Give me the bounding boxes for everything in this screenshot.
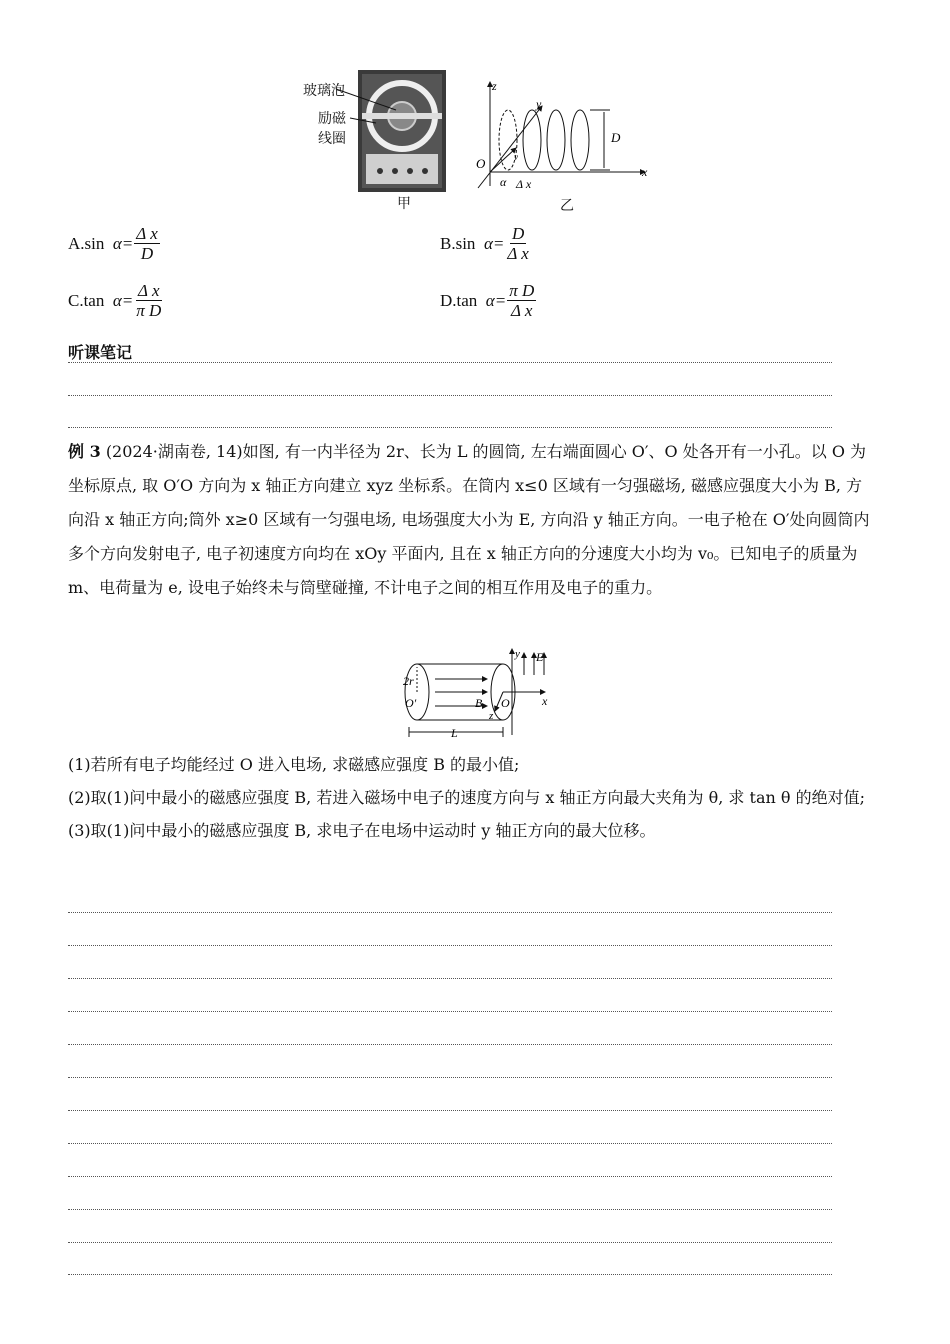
label-x: x xyxy=(642,165,648,179)
option-d-fraction xyxy=(507,281,536,320)
label-z: z xyxy=(489,710,494,722)
option-c[interactable] xyxy=(68,281,163,320)
velocity-arrow xyxy=(490,148,516,172)
figure-apparatus xyxy=(300,68,450,218)
answer-line[interactable] xyxy=(68,1011,832,1012)
option-b[interactable] xyxy=(440,224,531,263)
question-2: (2)取(1)问中最小的磁感应强度 B, 若进入磁场中电子的速度方向与 x 轴正方向最大夹角为 θ, 求 tan θ 的绝对值; xyxy=(68,788,865,807)
option-d-label: D.tan xyxy=(440,290,478,310)
example-tag: 例 3 xyxy=(68,442,101,461)
label-e: E xyxy=(536,650,544,664)
option-d-var: α= xyxy=(485,290,507,310)
option-d[interactable] xyxy=(440,281,536,320)
notes-line[interactable] xyxy=(68,427,832,428)
option-b-fraction xyxy=(505,224,530,263)
option-a[interactable] xyxy=(68,224,160,263)
caption-jia: 甲 xyxy=(397,196,411,212)
answer-line[interactable] xyxy=(68,978,832,979)
answer-line[interactable] xyxy=(68,1209,832,1210)
y-axis xyxy=(478,106,542,188)
questions xyxy=(68,748,878,847)
question-3: (3)取(1)问中最小的磁感应强度 B, 求电子在电场中运动时 y 轴正方向的最大位移。 xyxy=(68,821,656,840)
label-coil-2: 线圈 xyxy=(318,131,346,147)
label-dx: Δ x xyxy=(516,177,532,191)
answer-line[interactable] xyxy=(68,1143,832,1144)
answer-line[interactable] xyxy=(68,1044,832,1045)
caption-yi: 乙 xyxy=(560,198,574,214)
answer-line[interactable] xyxy=(68,1110,832,1111)
answer-line[interactable] xyxy=(68,1274,832,1275)
option-a-fraction xyxy=(134,224,159,263)
label-y: y xyxy=(536,97,542,111)
option-d-num: π D xyxy=(509,281,535,300)
option-d-den: Δ x xyxy=(510,301,533,320)
option-c-den: π D xyxy=(136,301,162,320)
label-y: y xyxy=(515,648,520,660)
option-b-label: B.sin xyxy=(440,233,476,253)
label-l: L xyxy=(451,726,458,740)
notes-title: 听课笔记 xyxy=(68,343,133,362)
label-coil-1: 励磁 xyxy=(318,111,346,127)
label-z: z xyxy=(492,79,497,93)
option-c-fraction xyxy=(134,281,163,320)
option-a-label: A.sin xyxy=(68,233,105,253)
label-D: D xyxy=(611,130,621,145)
answer-line[interactable] xyxy=(68,945,832,946)
option-a-den: D xyxy=(140,244,154,263)
label-o-prime: O′ xyxy=(405,696,417,710)
label-o: O xyxy=(501,696,510,710)
question-1: (1)若所有电子均能经过 O 进入电场, 求磁感应强度 B 的最小值; xyxy=(68,755,520,774)
notes-line[interactable] xyxy=(68,395,832,396)
option-a-var: α= xyxy=(112,233,134,253)
label-origin: O xyxy=(476,156,486,171)
label-b: B xyxy=(475,696,483,710)
option-b-var: α= xyxy=(483,233,505,253)
cylinder-diagram xyxy=(395,645,560,745)
option-c-var: α= xyxy=(112,290,134,310)
option-c-label: C.tan xyxy=(68,290,105,310)
answer-line[interactable] xyxy=(68,912,832,913)
label-alpha: α xyxy=(500,175,507,189)
example-paragraph xyxy=(68,435,878,605)
option-a-num: Δ x xyxy=(136,224,158,243)
answer-line[interactable] xyxy=(68,1077,832,1078)
option-b-num: D xyxy=(511,224,525,243)
label-bulb: 玻璃泡 xyxy=(303,83,345,99)
notes-line[interactable] xyxy=(68,362,832,363)
label-2r: 2r xyxy=(403,674,414,688)
example-source: (2024·湖南卷, 14) xyxy=(105,442,243,461)
label-v: v xyxy=(514,152,518,162)
label-x: x xyxy=(542,694,548,708)
answer-line[interactable] xyxy=(68,1242,832,1243)
option-b-den: Δ x xyxy=(507,244,529,263)
example-text: 如图, 有一内半径为 2r、长为 L 的圆筒, 左右端面圆心 O′、O 处各开有一小孔。以 O 为坐标原点, 取 O′O 方向为 x 轴正方向建立 xyz 坐标系。在筒内 x≤0 区域有一匀强磁场, 磁感应强度大小为 B, 方向沿 x 轴正方向;筒外 x≥0 区域有一匀强电场, 电场强度大小为 E, 方向沿 y 轴正方向。一电子枪在 O′处向圆筒内多个方向发射电子, 电子初速度方向均在 xOy 平面内, 且在 x 轴正方向的分速度大小均为 v₀。已知电子的质量为 m、电荷量为 e, 设电子始终未与筒壁碰撞, 不计电子之间的相互作用及电子的重力。 xyxy=(68,442,870,597)
option-c-num: Δ x xyxy=(138,281,160,300)
answer-line[interactable] xyxy=(68,1176,832,1177)
figure-cylinder xyxy=(395,645,560,745)
